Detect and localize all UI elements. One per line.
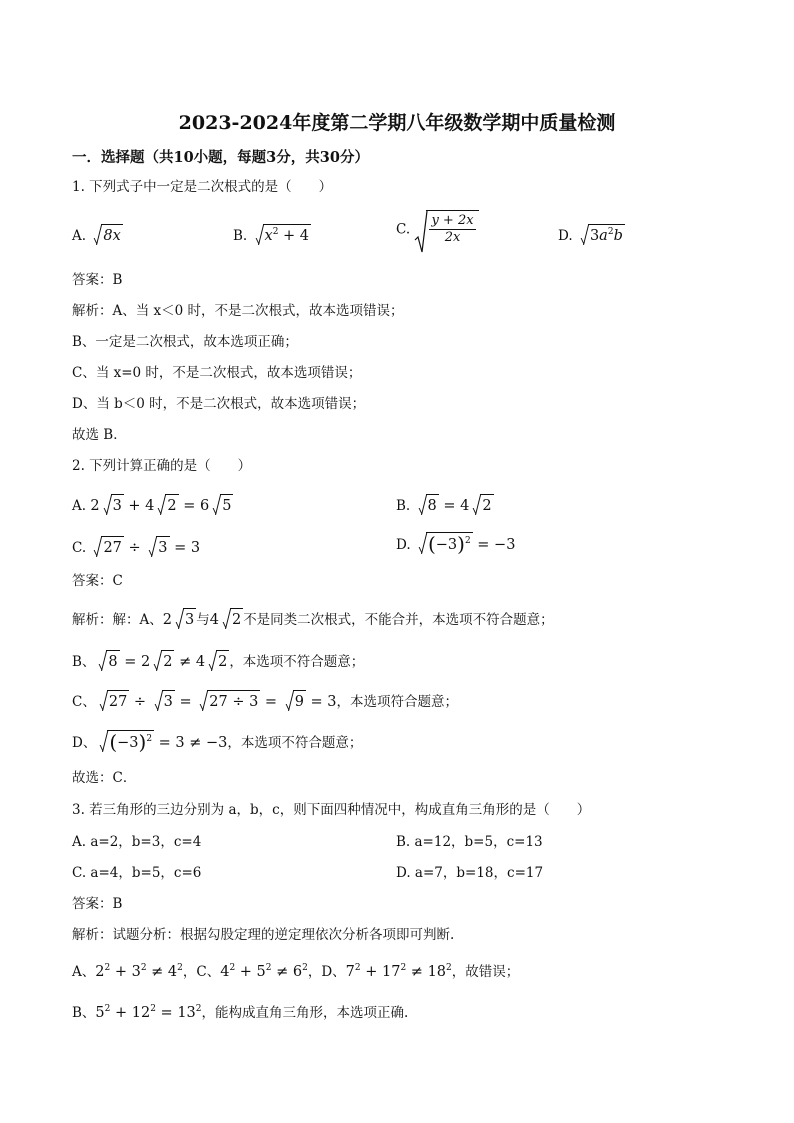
math-expression: 27 ÷ 3 = 3	[90, 540, 200, 556]
q3-option-d: D. a=7，b=18，c=17	[396, 865, 544, 881]
analysis-text: 不是同类二次根式，不能合并，本选项不符合题意；	[243, 612, 554, 628]
question-2-stem: 2. 下列计算正确的是（ ）	[72, 458, 252, 474]
q1-answer: 答案：B	[72, 272, 123, 288]
analysis-text: ，故错误；	[451, 964, 520, 980]
option-label: A.	[72, 498, 87, 514]
option-label: A.	[72, 228, 87, 244]
option-label: B.	[233, 228, 248, 244]
q3-analysis-a: A、$2^2 + 3^2 \ne 4^2$，C、$4^2 + 5^2 \ne 6^2$，D、$7^2 + 17^2 \ne 18^2$，故错误；	[72, 963, 520, 980]
option-label: D.	[558, 228, 573, 244]
analysis-text: ，能构成直角三角形，本选项正确.	[201, 1005, 409, 1021]
math-expression: 8 = 4 2	[415, 498, 494, 514]
radical-expression: $3a^2b$	[578, 224, 625, 246]
question-1-stem: 1. 下列式子中一定是二次根式的是（ ）	[72, 179, 333, 195]
q1-analysis-line: C、当 x=0 时，不是二次根式，故本选项错误；	[72, 365, 362, 381]
radical-fraction	[414, 210, 478, 246]
analysis-text: ，本选项符合题意；	[336, 694, 459, 710]
q2-analysis-a: 解析：解：A、2 3 与4 2 不是同类二次根式，不能合并，本选项不符合题意；	[72, 608, 554, 630]
analysis-text: ，本选项不符合题意；	[229, 654, 365, 670]
q2-option-b	[396, 494, 494, 516]
option-label: C.	[396, 221, 411, 238]
q3-analysis: 解析：试题分析：根据勾股定理的逆定理依次分析各项即可判断.	[72, 927, 455, 943]
question-3-stem: 3. 若三角形的三边分别为 a，b，c，则下面四种情况中，构成直角三角形的是（ ）	[72, 802, 591, 818]
option-label: B.	[396, 498, 411, 514]
radical-expression: 8x	[91, 224, 122, 246]
q3-option-b: B. a=12，b=5，c=13	[396, 834, 543, 850]
q1-analysis-line: B、一定是二次根式，故本选项正确；	[72, 334, 298, 350]
fraction-numerator: y + 2x	[431, 213, 474, 228]
q1-conclusion: 故选 B．	[72, 427, 127, 443]
radical-expression: $x^2 + 4$	[253, 224, 312, 246]
q1-option-d	[558, 224, 625, 246]
radical-sign-icon	[414, 210, 428, 254]
section-heading: 一．选择题（共10小题，每题3分，共30分）	[72, 149, 369, 166]
q2-analysis-b: B、 8 = 2 2 ≠ 4 2 ，本选项不符合题意；	[72, 650, 364, 672]
option-label: D.	[396, 537, 411, 553]
math-expression: 2 3 + 4 2 = 6 5	[90, 498, 233, 514]
analysis-text: 解析：解：A、	[72, 612, 163, 628]
analysis-text: ，本选项不符合题意；	[227, 735, 363, 751]
q2-analysis-c: C、 27 ÷ 3 = 27 ÷ 3 = 9 = 3，本选项符合题意；	[72, 690, 458, 712]
q2-answer: 答案：C	[72, 573, 123, 589]
q2-option-a	[72, 494, 233, 516]
q1-analysis-line: D、当 b＜0 时，不是二次根式，故本选项错误；	[72, 396, 366, 412]
q2-option-d: D. $(-3)^2 = -3$	[396, 532, 516, 556]
math-expression: $(-3)^2$	[416, 532, 473, 555]
q3-answer: 答案：B	[72, 896, 123, 912]
q1-option-a	[72, 224, 123, 246]
q1-option-c	[396, 210, 479, 246]
q1-option-b	[233, 224, 311, 246]
q3-analysis-b: B、$5^2 + 12^2 = 13^2$，能构成直角三角形，本选项正确.	[72, 1004, 409, 1021]
q3-option-a: A. a=2，b=3，c=4	[72, 834, 202, 850]
q1-analysis-line: 解析：A、当 x＜0 时，不是二次根式，故本选项错误；	[72, 303, 404, 319]
option-label: C.	[72, 540, 87, 556]
q3-option-c: C. a=4，b=5，c=6	[72, 865, 202, 881]
q2-option-c	[72, 536, 200, 558]
fraction-denominator: 2x	[444, 230, 461, 245]
q2-conclusion: 故选：C．	[72, 770, 137, 786]
page-title: 2023-2024年度第二学期八年级数学期中质量检测	[178, 112, 616, 134]
q2-analysis-d: D、 $(-3)^2 = 3 \ne -3$，本选项不符合题意；	[72, 730, 363, 754]
